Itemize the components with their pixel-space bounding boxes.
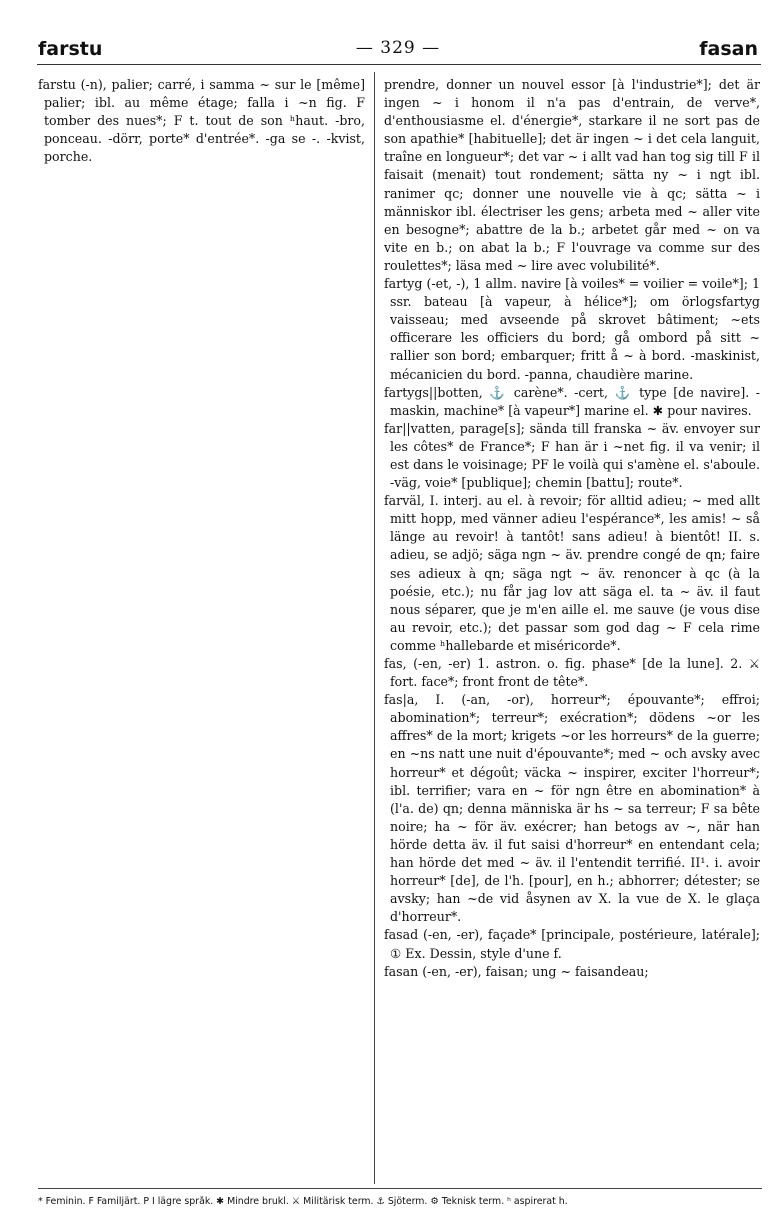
entry-fartygsbotten: fartygs||botten, ⚓ carène*. -cert, ⚓ type [de navire]. -maskin, machine* [à vapeur*] marine el. ✱ pour navires. [384,384,760,418]
entry-farvatten: far||vatten, parage[s]; sända till franska ~ äv. envoyer sur les côtes* de France*; F han är i ~net fig. il va venir; il est dans le voisinage; PF le voilà qui s'amène el. s'aboule. -väg, voie* [publique]; chemin [battu]; route*. [384,420,760,491]
page-header [38,38,758,64]
entry-fartyg: fartyg (-et, -), 1 allm. navire [à voiles* = voilier = voile*]; 1 ssr. bateau [à vapeur, à hélice*]; om örlogsfartyg vaisseau; med avseende på skrovet bâtiment; ~ets officerare les officiers du bord; gå ombord på sitt ~ rallier son bord; embarquer; fritt å ~ à bord. -maskinist, mécanicien du bord. -panna, chaudière marine. [384,276,760,382]
entry-fart-continued: prendre, donner un nouvel essor [à l'industrie*]; det är ingen ~ i honom il n'a pas d'entrain, de verve*, d'enthousiasme el. d'énergie*, starkare il ne sort pas de son apathie* [habituelle]; det är ingen ~ i det cela languit, traîne en longueur*; det var ~ i allt vad han tog sig till F il faisait (menait) tout rondement; sätta ny ~ i ngt ibl. ranimer qc; donner une nouvelle vie à qc; sätta ~ i människor ibl. électriser les gens; arbeta med ~ aller vite en besogne*; abattre de la b.; arbetet går med ~ on va vite en b.; on abat la b.; F l'ouvrage va comme sur des roulettes*; läsa med ~ lire avec volubilité*. [384,77,760,273]
abbreviation-legend: * Feminin. F Familjärt. P I lägre språk. ✱ Mindre brukl. ⚔ Militärisk term. ⚓ Sjöterm. ⚙ Teknisk term. ʰ aspirerat h. [38,1196,568,1207]
entry-farstu: farstu (-n), palier; carré, i samma ~ sur le [même] palier; ibl. au même étage; falla i ~n fig. F tomber des nues*; F t. tout de son ʰhaut. -bro, ponceau. -dörr, porte* d'entrée*. -ga se -. -kvist, porche. [38,77,365,165]
footnote-rule [38,1188,762,1189]
right-guide-word: fasan [699,38,758,60]
header-rule [37,64,761,65]
entry-fasa: fas|a, I. (-an, -or), horreur*; épouvante*; effroi; abomination*; terreur*; exécration*; dödens ~or les affres* de la mort; krigets ~or les horreurs* de la guerre; en ~ns natt une nuit d'épouvante*; med ~ och avsky avec horreur* et dégoût; väcka ~ inspirer, exciter l'horreur*; ibl. terrifier; vara en ~ för ngn être en abomination* à (l'a. de) qn; denna människa är hs ~ sa terreur; F sa bête noire; ha ~ för äv. exécrer; han betogs av ~, när han hörde detta äv. il fut saisi d'horreur* en entendant cela; han hörde det med ~ äv. il l'entendit terrifié. II¹. i. avoir horreur* [de], de l'h. [pour], en h.; abhorrer; détester; se avsky; han ~de vid åsynen av X. la vue de X. le glaça d'horreur*. [384,692,760,925]
right-column [384,76,760,981]
entry-fasan: fasan (-en, -er), faisan; ung ~ faisandeau; [384,963,649,979]
left-column [38,76,365,166]
entry-fasad: fasad (-en, -er), façade* [principale, postérieure, latérale]; ① Ex. Dessin, style d'une f. [384,927,760,961]
page-number: — 329 — [355,38,441,58]
entry-farval: farväl, I. interj. au el. à revoir; för alltid adieu; ~ med allt mitt hopp, med vänner adieu l'espérance*, les amis! ~ så länge au revoir! à tantôt! sans adieu! à bientôt! II. s. adieu, se adjö; säga ngn ~ äv. prendre congé de qn; faire ses adieux à qn; säga ngt ~ äv. renoncer à qc (à la poésie, etc.); nu får jag lov att säga el. ta ~ äv. il faut nous séparer, que je m'en aille el. me sauve (je vous dise au revoir, etc.); det passar som god dag ~ F cela rime comme ʰhallebarde et miséricorde*. [384,493,760,653]
column-divider [374,72,375,1184]
left-guide-word: farstu [38,38,103,60]
entry-fas: fas, (-en, -er) 1. astron. o. fig. phase* [de la lune]. 2. ⚔ fort. face*; front front de tête*. [384,656,760,690]
